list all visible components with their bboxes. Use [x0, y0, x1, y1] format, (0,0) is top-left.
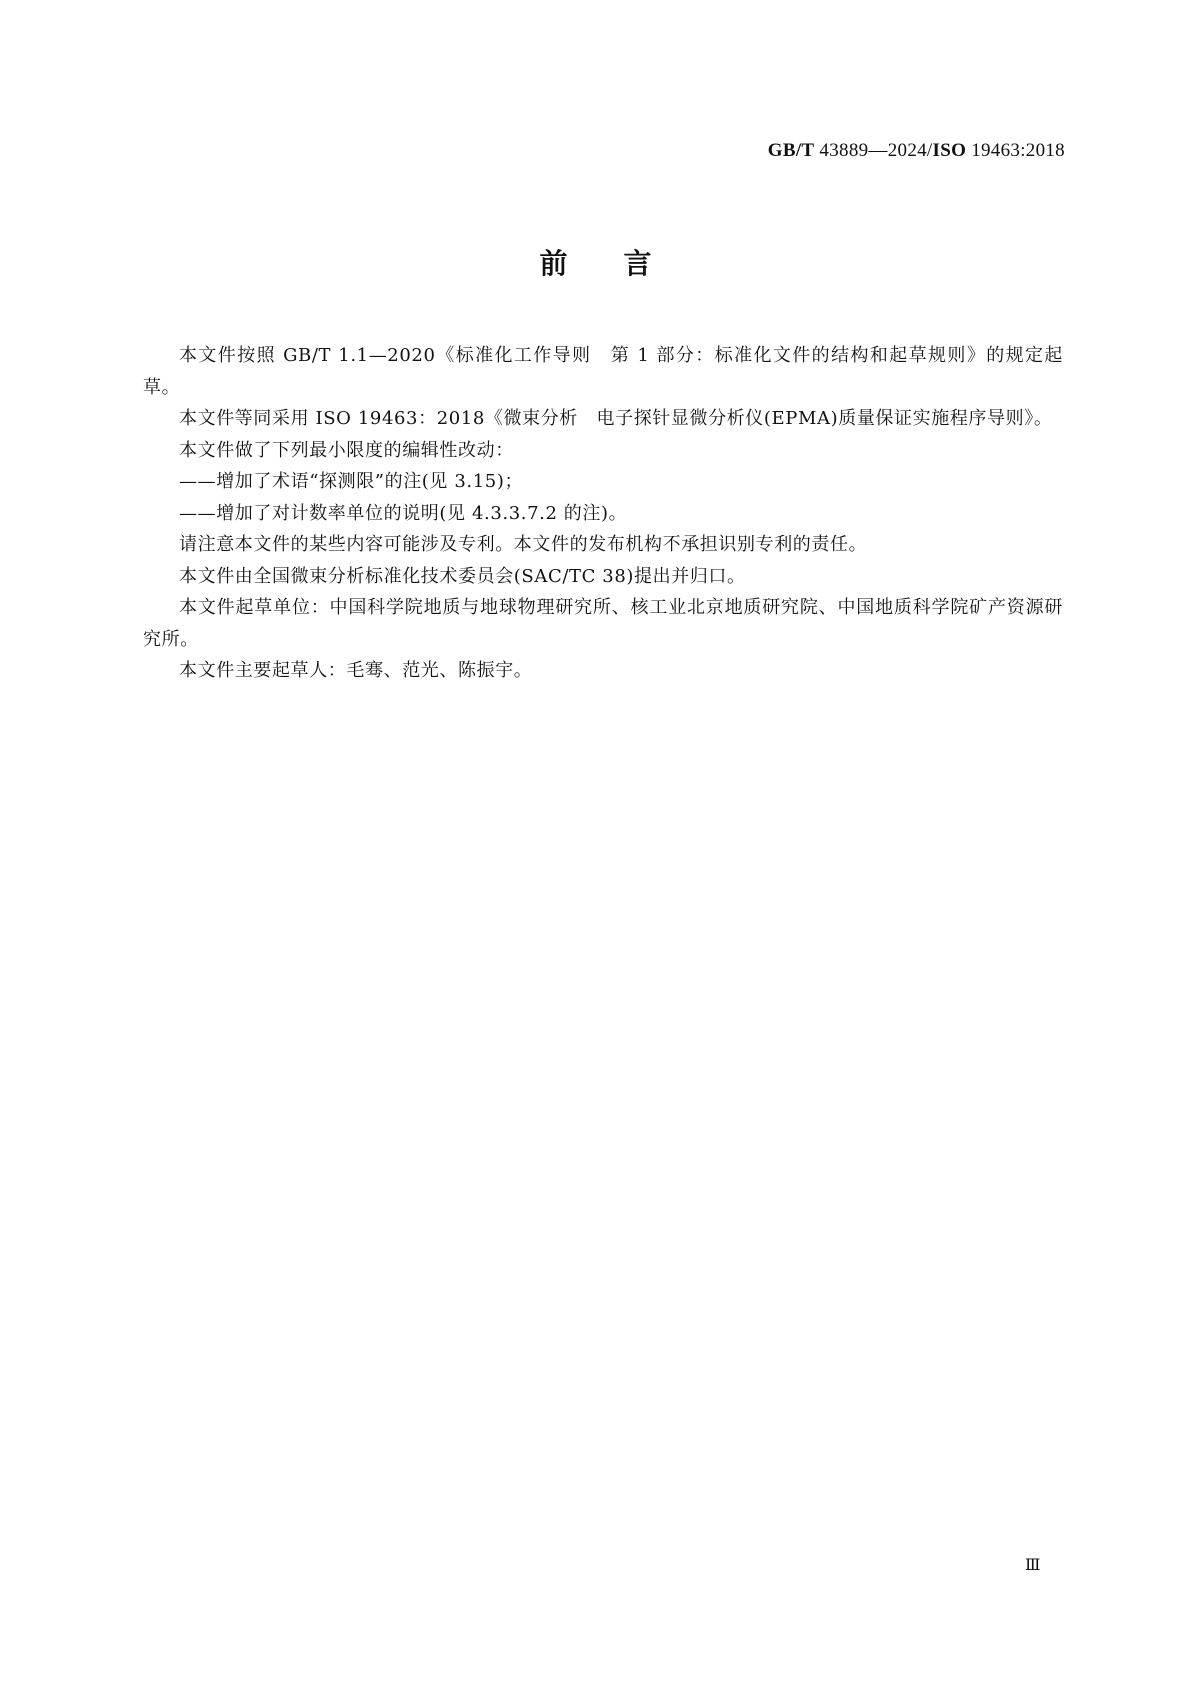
- iso-number: 19463:2018: [966, 140, 1065, 161]
- title-char-2: 言: [623, 247, 652, 280]
- paragraph-identical-adoption: 本文件等同采用 ISO 19463：2018《微束分析 电子探针显微分析仪(EPMA)质量保证实施程序导则》。: [179, 408, 1053, 429]
- paragraph-drafting-rules: 本文件按照 GB/T 1.1—2020《标准化工作导则 第 1 部分：标准化文件的结构和起草规则》的规定起草。: [143, 345, 1063, 398]
- preface-body: [143, 340, 1063, 687]
- standard-prefix: GB/T: [767, 140, 815, 161]
- standard-number: 43889—2024/: [814, 140, 933, 161]
- paragraph-drafting-units: 本文件起草单位：中国科学院地质与地球物理研究所、核工业北京地质研究院、中国地质科学院矿产资源研究所。: [143, 597, 1063, 650]
- list-item-change-2: ——增加了对计数率单位的说明(见 4.3.3.7.2 的注)。: [179, 502, 628, 524]
- paragraph-editorial-changes: 本文件做了下列最小限度的编辑性改动：: [179, 439, 514, 461]
- page-number: Ⅲ: [1025, 1557, 1041, 1574]
- page-title: [0, 242, 1191, 282]
- list-item-change-1: ——增加了术语“探测限”的注(见 3.15)；: [179, 471, 524, 492]
- paragraph-drafters: 本文件主要起草人：毛骞、范光、陈振宇。: [179, 660, 533, 681]
- standard-number-header: [768, 140, 1065, 162]
- title-char-1: 前: [539, 247, 568, 280]
- paragraph-patent-notice: 请注意本文件的某些内容可能涉及专利。本文件的发布机构不承担识别专利的责任。: [179, 534, 868, 555]
- iso-prefix: ISO: [932, 140, 967, 161]
- paragraph-proposer: 本文件由全国微束分析标准化技术委员会(SAC/TC 38)提出并归口。: [179, 565, 746, 587]
